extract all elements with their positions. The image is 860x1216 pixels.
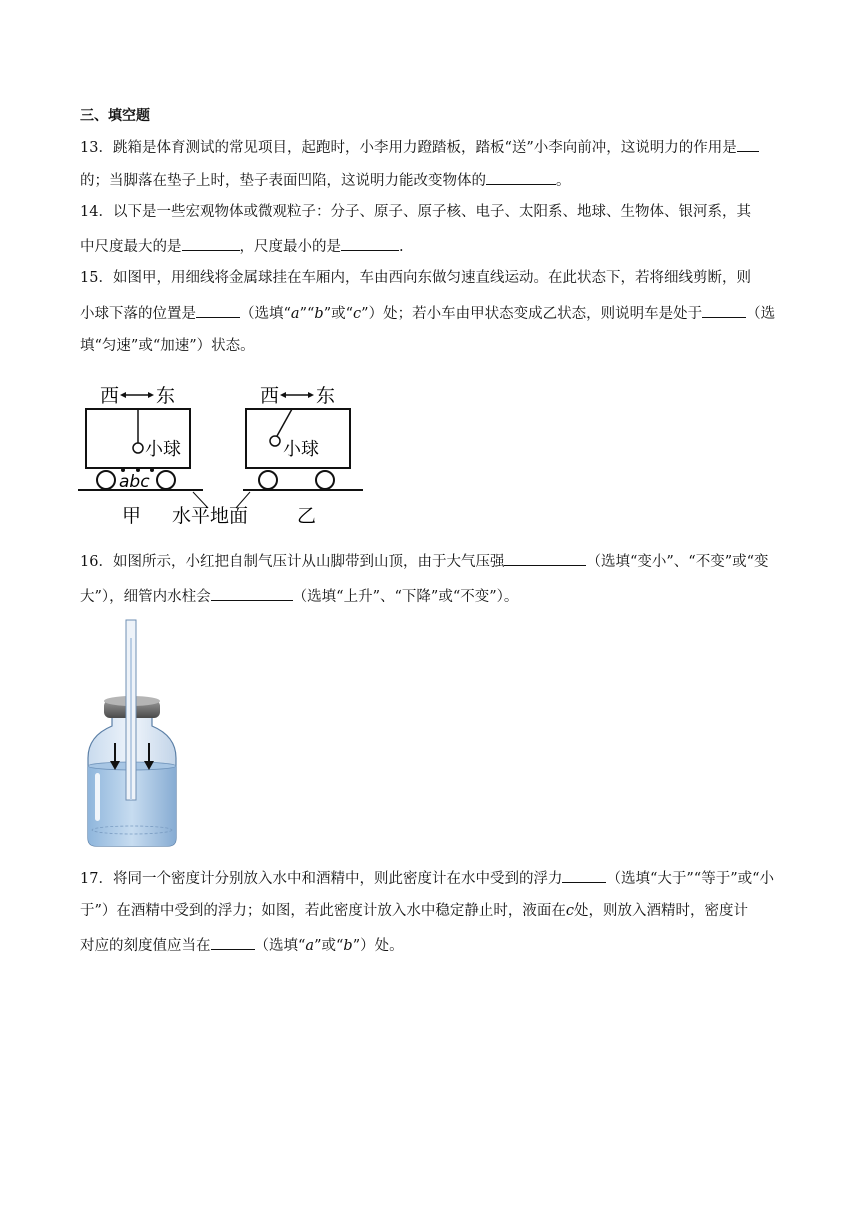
q17-line-2 [80, 901, 790, 921]
q15-quote-1: ”“ [299, 306, 315, 322]
wheel-right-1 [259, 471, 277, 489]
q15-text-1: 15．如图甲，用细线将金属球挂在车厢内，车由西向东做匀速直线运动。在此状态下，若将细线剪断，则 [80, 270, 751, 286]
q15-line-2 [80, 302, 790, 324]
q14-text-3: ，尺度最小的是 [239, 239, 341, 255]
q13-line-1 [80, 136, 790, 158]
label-west-right: 西 [260, 385, 280, 407]
q17-blank-2[interactable] [211, 934, 255, 950]
q15-text-2: 小球下落的位置是 [80, 306, 196, 322]
abc-label: abc [119, 472, 150, 492]
q16-text-1: 16．如图所示，小红把自制气压计从山脚带到山顶，由于大气压强 [80, 554, 505, 570]
label-jia: 甲 [122, 505, 142, 527]
label-ground: 水平地面 [172, 505, 249, 527]
label-west-left: 西 [100, 385, 120, 407]
dot-c [150, 468, 154, 472]
q15-text-6: 填“匀速”或“加速”）状态。 [80, 338, 255, 354]
q17-blank-1[interactable] [562, 867, 606, 883]
ball-label-right: 小球 [283, 439, 319, 460]
q17-text-3: 于”）在酒精中受到的浮力；如图，若此密度计放入水中稳定静止时，液面在 [80, 903, 566, 919]
wheel-right-2 [316, 471, 334, 489]
q17-text-7: ”或“ [314, 938, 344, 954]
cart-right [246, 385, 350, 489]
q17-text-2: （选填“大于”“等于”或“小 [606, 871, 775, 887]
arrow-head-east-left [148, 392, 154, 398]
q15-opt-a: a [290, 306, 300, 322]
arrow-head-east-right [308, 392, 314, 398]
q15-text-4: ”）处；若小车由甲状态变成乙状态，则说明车是处于 [361, 306, 703, 322]
q13-blank-2[interactable] [486, 169, 556, 185]
q16-text-3: 大”），细管内水柱会 [80, 589, 211, 605]
q14-blank-2[interactable] [341, 235, 399, 251]
q16-line-2 [80, 585, 790, 607]
q17-text-8: ”）处。 [352, 938, 404, 954]
wheel-left-1 [97, 471, 115, 489]
q15-opt-c: c [353, 306, 362, 322]
q14-text-1: 14．以下是一些宏观物体或微观粒子：分子、原子、原子核、电子、太阳系、地球、生物体、银河系，其 [80, 204, 751, 220]
cart-left [86, 385, 190, 492]
q15-text-3: （选填“ [240, 306, 291, 322]
q16-text-4: （选填“上升”、“下降”或“不变”）。 [292, 589, 519, 605]
q13-line-2 [80, 169, 790, 191]
q13-text-3: 。 [556, 173, 571, 189]
ball-right [270, 436, 280, 446]
q14-line-1 [80, 202, 790, 222]
q14-blank-1[interactable] [182, 235, 240, 251]
q17-line-1 [80, 867, 790, 889]
dot-a [121, 468, 125, 472]
ball-label-left: 小球 [145, 439, 181, 460]
wheel-left-2 [157, 471, 175, 489]
label-east-right: 东 [316, 385, 336, 407]
section-title: 三、填空题 [80, 108, 150, 124]
q15-line-3 [80, 336, 790, 356]
q17-line-3 [80, 934, 790, 956]
q13-text-2: 的；当脚落在垫子上时，垫子表面凹陷，这说明力能改变物体的 [80, 173, 486, 189]
q17-opt-b: b [343, 938, 353, 954]
q17-label-c: c [565, 903, 575, 919]
string-right [277, 409, 292, 436]
q13-text-1: 13．跳箱是体育测试的常见项目，起跑时，小李用力蹬踏板，踏板“送”小李向前冲，这说明力的作用是 [80, 140, 737, 156]
q15-line-1 [80, 268, 790, 288]
q15-blank-1[interactable] [196, 302, 240, 318]
arrow-head-west-left [120, 392, 126, 398]
q14-line-2 [80, 235, 790, 257]
label-yi: 乙 [297, 505, 317, 527]
q17-text-1: 17．将同一个密度计分别放入水中和酒精中，则此密度计在水中受到的浮力 [80, 871, 563, 887]
q17-text-4: 处，则放入酒精时，密度计 [574, 903, 749, 919]
barometer-figure [82, 618, 182, 850]
q17-text-5: 对应的刻度值应当在 [80, 938, 211, 954]
arrow-head-west-right [280, 392, 286, 398]
glass-highlight [95, 773, 100, 821]
label-east-left: 东 [156, 385, 176, 407]
q17-opt-a: a [305, 938, 315, 954]
q17-text-6: （选填“ [254, 938, 306, 954]
q13-blank-1[interactable] [737, 136, 759, 152]
q15-blank-2[interactable] [702, 302, 746, 318]
cart-figure [78, 380, 368, 530]
q15-quote-2: ”或“ [323, 306, 354, 322]
dot-b [136, 468, 140, 472]
q15-opt-b: b [314, 306, 324, 322]
q16-text-2: （选填“变小”、“不变”或“变 [586, 554, 769, 570]
q14-text-2: 中尺度最大的是 [80, 239, 182, 255]
q16-blank-1[interactable] [504, 550, 586, 566]
q15-text-5: （选 [746, 306, 776, 322]
ball-left [133, 443, 143, 453]
q16-line-1 [80, 550, 790, 572]
q16-blank-2[interactable] [211, 585, 293, 601]
q14-text-4: . [399, 239, 404, 255]
